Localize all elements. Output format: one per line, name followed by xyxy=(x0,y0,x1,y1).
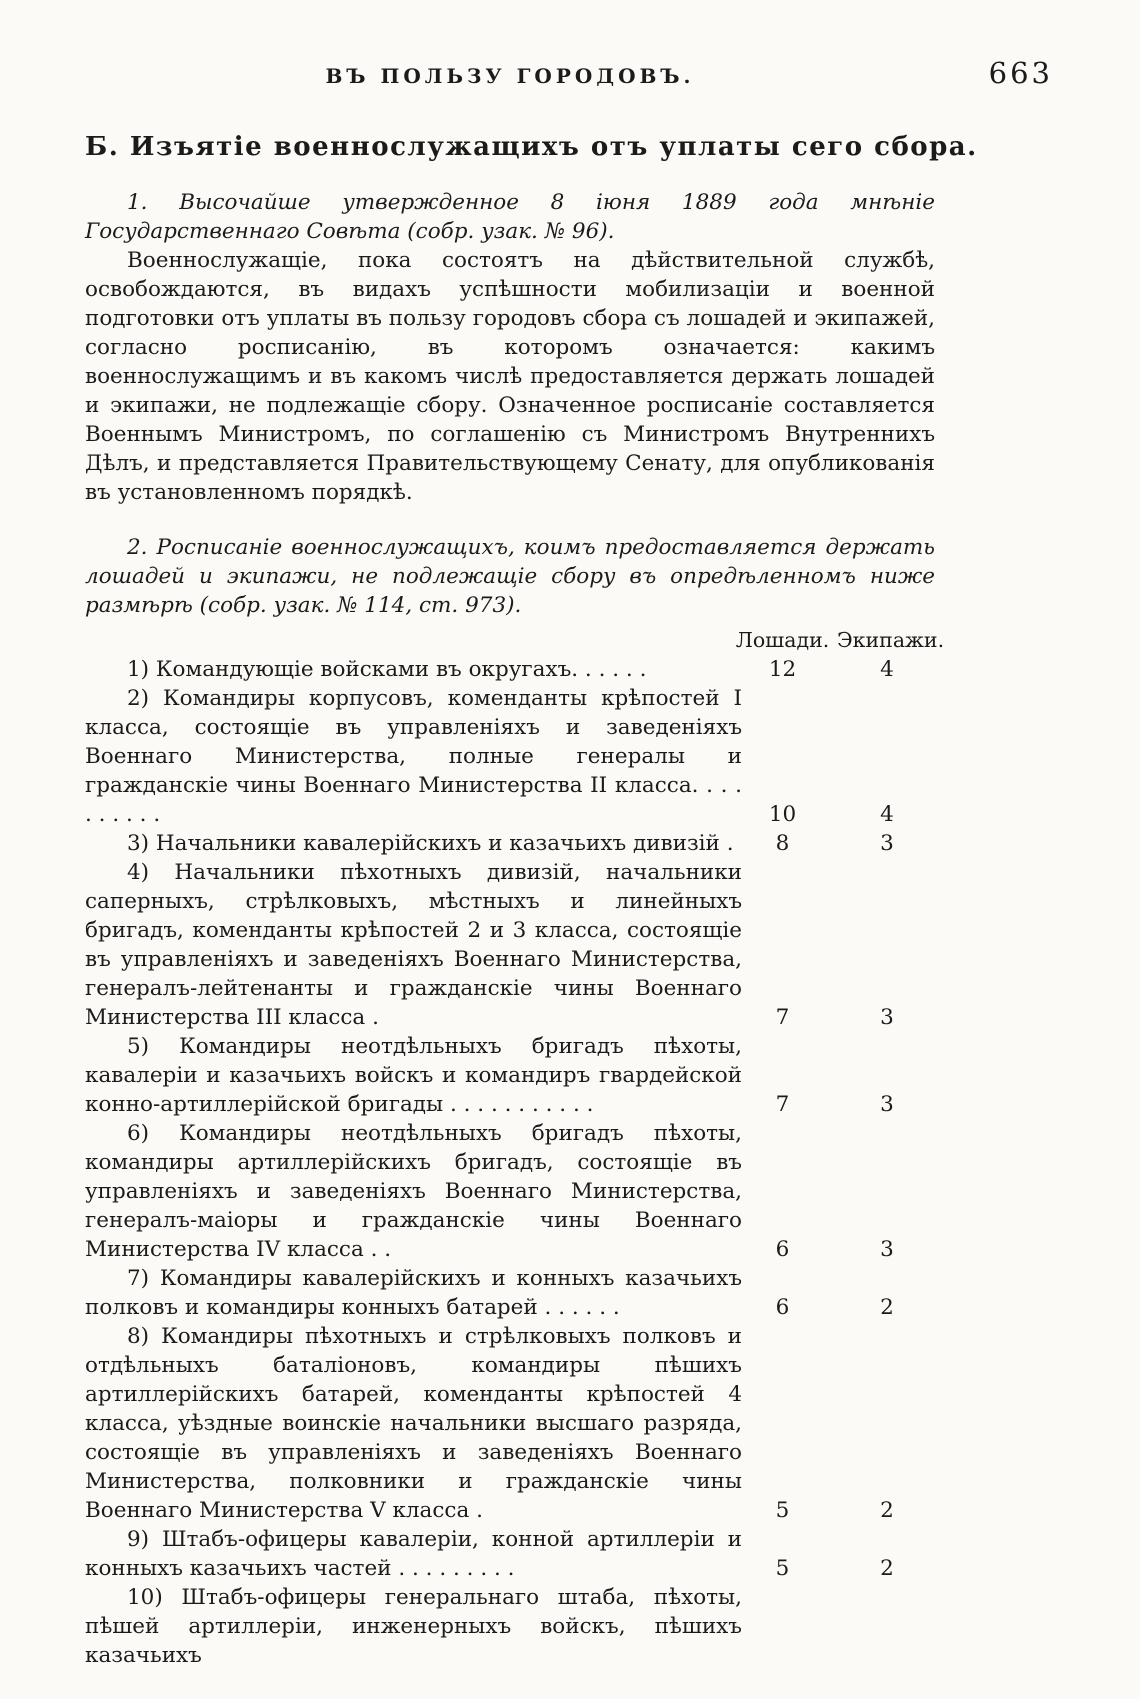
list-item xyxy=(85,858,935,1032)
carriages-value: 2 xyxy=(880,1556,894,1581)
section-title: Б. Изъятіе военнослужащихъ отъ уплаты сего сбора. xyxy=(85,132,978,162)
carriages-value: 3 xyxy=(880,1092,894,1117)
decree-1-lead: 1. Высочайше утвержденное 8 іюня 1889 года мнѣніе Государственнаго Совѣта (собр. узак. № 96). xyxy=(85,190,935,244)
carriages-value: 3 xyxy=(880,831,894,856)
decree-1-body: Военнослужащіе, пока состоятъ на дѣйствительной службѣ, освобождаются, въ видахъ успѣшности мобилизаціи и военной подготовки отъ уплаты въ пользу городовъ сбора съ лошадей и экипажей, согласно росписанію, въ которомъ означается: какимъ военнослужащимъ и въ какомъ числѣ предоставляется держать лошадей и экипажи, не подлежащіе сбору. Означенное росписаніе составляется Военнымъ Министромъ, по соглашенію съ Министромъ Внутреннихъ Дѣлъ, и представляется Правительствующему Сенату, для опубликованія въ установленномъ порядкѣ. xyxy=(85,248,935,505)
carriages-value: 3 xyxy=(880,1237,894,1262)
table-column-headers xyxy=(85,626,945,655)
horses-value: 6 xyxy=(775,1295,790,1320)
horses-value: 7 xyxy=(775,1005,790,1030)
running-header xyxy=(85,56,1053,98)
carriages-value: 4 xyxy=(880,802,894,827)
horses-value: 8 xyxy=(775,831,790,856)
list-item-text: 1) Командующіе войсками въ округахъ. . . . . . xyxy=(127,657,647,682)
list-item-text: 2) Командиры корпусовъ, коменданты крѣпостей I класса, состоящіе въ управленіяхъ и заведеніяхъ Военнаго Министерства, полные генералы и гражданскіе чины Военнаго Министерства II класса. . . . . . . . . . xyxy=(85,686,742,827)
horses-value: 7 xyxy=(775,1092,790,1117)
running-header-text: ВЪ ПОЛЬЗУ ГОРОДОВЪ. xyxy=(325,64,695,88)
list-item xyxy=(85,1032,935,1119)
column-header-horses: Лошади. xyxy=(735,628,830,652)
horses-value: 5 xyxy=(775,1556,790,1581)
list-item-text: 6) Командиры неотдѣльныхъ бригадъ пѣхоты, командиры артиллерійскихъ бригадъ, состоящіе въ управленіяхъ и заведеніяхъ Военнаго Министерства, генералъ-маіоры и гражданскіе чины Военнаго Министерства IV класса . . xyxy=(85,1121,742,1262)
list-item xyxy=(85,1119,935,1264)
list-item-text: 9) Штабъ-офицеры кавалеріи, конной артиллеріи и конныхъ казачьихъ частей . . . . . . . . . xyxy=(85,1527,742,1581)
list-item xyxy=(85,655,935,684)
horses-value: 5 xyxy=(775,1498,790,1523)
decree-2-lead: 2. Росписаніе военнослужащихъ, коимъ предоставляется держать лошадей и экипажи, не подлежащіе сбору въ опредѣленномъ ниже размѣрѣ (собр. узак. № 114, ст. 973). xyxy=(85,535,935,618)
list-item xyxy=(85,684,935,829)
list-item-text: 4) Начальники пѣхотныхъ дивизій, начальники саперныхъ, стрѣлковыхъ, мѣстныхъ и линейныхъ бригадъ, коменданты крѣпостей 2 и 3 класса, состоящіе въ управленіяхъ и заведеніяхъ Военнаго Министерства, генералъ-лейтенанты и гражданскіе чины Военнаго Министерства III класса . xyxy=(85,860,742,1030)
column-header-carriages: Экипажи. xyxy=(837,628,945,652)
list-item xyxy=(85,829,935,858)
list-item-text: 5) Командиры неотдѣльныхъ бригадъ пѣхоты, кавалеріи и казачьихъ войскъ и командиръ гвардейской конно-артиллерійской бригады . . . . . . . . . . . xyxy=(85,1034,742,1117)
list-item-text: 8) Командиры пѣхотныхъ и стрѣлковыхъ полковъ и отдѣльныхъ баталіоновъ, командиры пѣшихъ артиллерійскихъ батарей, коменданты крѣпостей 4 класса, уѣздные воинскіе начальники высшаго разряда, состоящіе въ управленіяхъ и заведеніяхъ Военнаго Министерства, полковники и гражданскіе чины Военнаго Министерства V класса . xyxy=(85,1324,742,1523)
carriages-value: 2 xyxy=(880,1498,894,1523)
list-item xyxy=(85,1525,935,1583)
horses-value: 12 xyxy=(768,657,797,682)
carriages-value: 2 xyxy=(880,1295,894,1320)
list-item-text: 7) Командиры кавалерійскихъ и конныхъ казачьихъ полковъ и командиры конныхъ батарей . . . . . . xyxy=(85,1266,742,1320)
list-item xyxy=(85,1583,935,1670)
list-item-text: 10) Штабъ-офицеры генеральнаго штаба, пѣхоты, пѣшей артиллеріи, инженерныхъ войскъ, пѣшихъ казачьихъ xyxy=(85,1585,742,1668)
list-item xyxy=(85,1264,935,1322)
list-item xyxy=(85,1322,935,1525)
allowance-list xyxy=(85,655,935,1670)
carriages-value: 3 xyxy=(880,1005,894,1030)
page-number: 663 xyxy=(988,56,1053,90)
horses-value: 6 xyxy=(775,1237,790,1262)
horses-value: 10 xyxy=(768,802,797,827)
carriages-value: 4 xyxy=(880,657,894,682)
list-item-text: 3) Начальники кавалерійскихъ и казачьихъ дивизій . xyxy=(127,831,734,856)
